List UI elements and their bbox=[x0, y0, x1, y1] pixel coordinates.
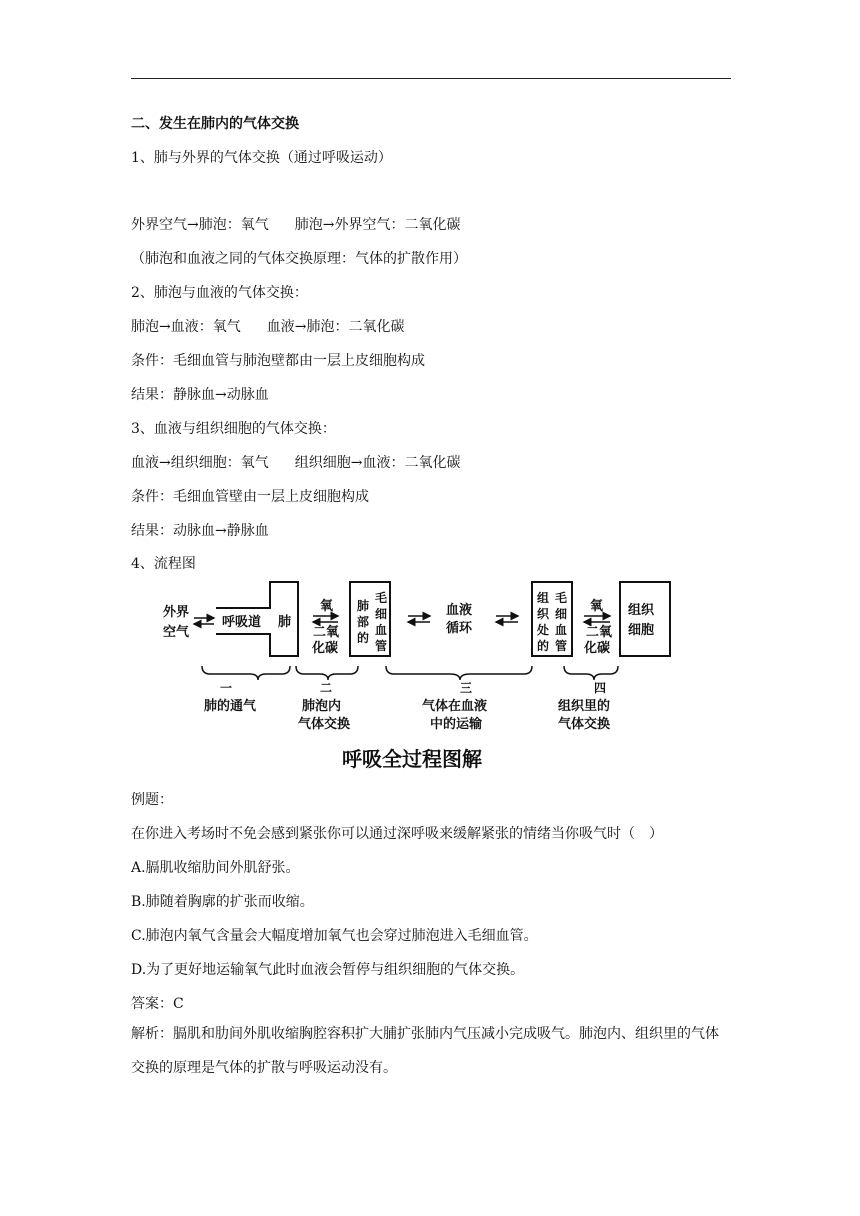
tissue-cap-c4: 管 bbox=[555, 639, 568, 653]
item3-result: 结果：动脉血→静脉血 bbox=[131, 523, 269, 539]
item3-condition: 条件：毛细血管壁由一层上皮细胞构成 bbox=[131, 489, 369, 505]
lung-cap-c2: 细 bbox=[375, 607, 388, 621]
tissue-cap-c2: 细 bbox=[555, 607, 568, 621]
stage1-brace bbox=[202, 666, 290, 680]
tissue-part-c3: 处 bbox=[537, 623, 550, 637]
item3-exchange bbox=[131, 452, 460, 472]
item1-note: （肺泡和血液之同的气体交换原理：气体的扩散作用） bbox=[131, 251, 467, 267]
stage2-label1: 肺泡内 bbox=[302, 699, 342, 714]
tissue-part-c4: 的 bbox=[537, 639, 550, 653]
item2-exchange-a: 肺泡→血液：氧气 bbox=[131, 319, 241, 335]
item3-exchange-a: 血液→组织细胞：氧气 bbox=[131, 455, 269, 471]
option-c: C.肺泡内氧气含量会大幅度增加氧气也会穿过肺泡进入毛细血管。 bbox=[131, 928, 538, 944]
analysis: 解析：膈肌和肋间外肌收缩胸腔容积扩大脯扩张肺内气压减小完成吸气。肺泡内、组织里的气体交换的原理是气体的扩散与呼吸运动没有。 bbox=[131, 1026, 719, 1076]
header-rule bbox=[131, 78, 731, 79]
co2-2-char1: 二 bbox=[586, 625, 600, 640]
lung-cap-c3: 血 bbox=[375, 623, 388, 637]
item1-exchange bbox=[131, 214, 460, 234]
co2-char3: 化碳 bbox=[312, 641, 339, 656]
item4-heading: 4、流程图 bbox=[131, 556, 196, 572]
stage1-num: 一 bbox=[220, 681, 233, 695]
lung-part-c1: 肺 bbox=[357, 599, 370, 613]
lung-label: 肺 bbox=[278, 615, 292, 630]
item3-exchange-b: 组织细胞→血液：二氧化碳 bbox=[294, 455, 461, 471]
option-d: D.为了更好地运输氧气此时血液会暂停与组织细胞的气体交换。 bbox=[131, 962, 525, 978]
example-question: 在你进入考场时不免会感到紧张你可以通过深呼吸来缓解紧张的情绪当你吸气时（ ） bbox=[131, 826, 663, 842]
item2-result: 结果：静脉血→动脉血 bbox=[131, 387, 269, 403]
item1-heading: 1、肺与外界的气体交换（通过呼吸运动） bbox=[131, 150, 392, 166]
lung-part-c2: 部 bbox=[357, 615, 370, 629]
tissue-cap-c1: 毛 bbox=[555, 591, 568, 605]
blood-circ-line2: 循环 bbox=[446, 621, 473, 636]
outside-air-line2: 空气 bbox=[163, 625, 190, 640]
lung-cap-c1: 毛 bbox=[375, 591, 388, 605]
option-b: B.肺随着胸廓的扩张而收缩。 bbox=[131, 894, 314, 910]
stage4-label2: 气体交换 bbox=[558, 717, 611, 732]
item1-exchange-b: 肺泡→外界空气：二氧化碳 bbox=[294, 217, 461, 233]
tissue-cell-line2: 细胞 bbox=[628, 623, 655, 638]
tissue-cell-box bbox=[620, 582, 670, 656]
item2-condition: 条件：毛细血管与肺泡壁都由一层上皮细胞构成 bbox=[131, 353, 425, 369]
stage3-label2: 中的运输 bbox=[430, 717, 483, 732]
co2-2-char2: 氧 bbox=[599, 625, 613, 640]
stage3-brace bbox=[386, 666, 532, 680]
stage2-label2: 气体交换 bbox=[298, 717, 351, 732]
item3-heading: 3、血液与组织细胞的气体交换： bbox=[131, 421, 336, 437]
stage4-brace bbox=[564, 666, 618, 680]
oxygen2-label: 氧 bbox=[590, 599, 604, 614]
stage4-num: 四 bbox=[594, 681, 607, 695]
co2-char1: 二 bbox=[313, 625, 327, 640]
item2-heading: 2、肺泡与血液的气体交换： bbox=[131, 285, 308, 301]
section-title: 二、发生在肺内的气体交换 bbox=[131, 116, 299, 132]
item1-exchange-a: 外界空气→肺泡：氧气 bbox=[131, 217, 269, 233]
blood-circ-line1: 血液 bbox=[446, 603, 473, 618]
respiration-flow-diagram bbox=[150, 576, 680, 776]
airway-label: 呼吸道 bbox=[222, 615, 262, 630]
item2-exchange-b: 血液→肺泡：二氧化碳 bbox=[266, 319, 405, 335]
stage4-label1: 组织里的 bbox=[558, 699, 611, 714]
stage1-label: 肺的通气 bbox=[204, 699, 257, 714]
diagram-caption: 呼吸全过程图解 bbox=[342, 747, 482, 771]
outside-air-line1: 外界 bbox=[163, 605, 190, 620]
option-a: A.膈肌收缩肋间外肌舒张。 bbox=[131, 860, 300, 876]
oxygen-label: 氧 bbox=[320, 599, 334, 614]
tissue-part-c2: 织 bbox=[537, 607, 550, 621]
stage2-num: 二 bbox=[320, 681, 333, 695]
co2-2-char3: 化碳 bbox=[584, 641, 611, 656]
tissue-cell-line1: 组织 bbox=[628, 603, 655, 618]
item2-exchange bbox=[131, 316, 404, 336]
lung-part-c3: 的 bbox=[357, 631, 370, 645]
tissue-part-c1: 组 bbox=[537, 591, 550, 605]
co2-char2: 氧 bbox=[326, 625, 340, 640]
stage3-num: 三 bbox=[460, 681, 473, 695]
tissue-cap-c3: 血 bbox=[555, 623, 568, 637]
answer: 答案：C bbox=[131, 996, 184, 1012]
example-label: 例题： bbox=[131, 792, 173, 808]
lung-cap-c4: 管 bbox=[375, 639, 388, 653]
stage2-brace bbox=[296, 666, 358, 680]
stage3-label1: 气体在血液 bbox=[422, 699, 488, 714]
